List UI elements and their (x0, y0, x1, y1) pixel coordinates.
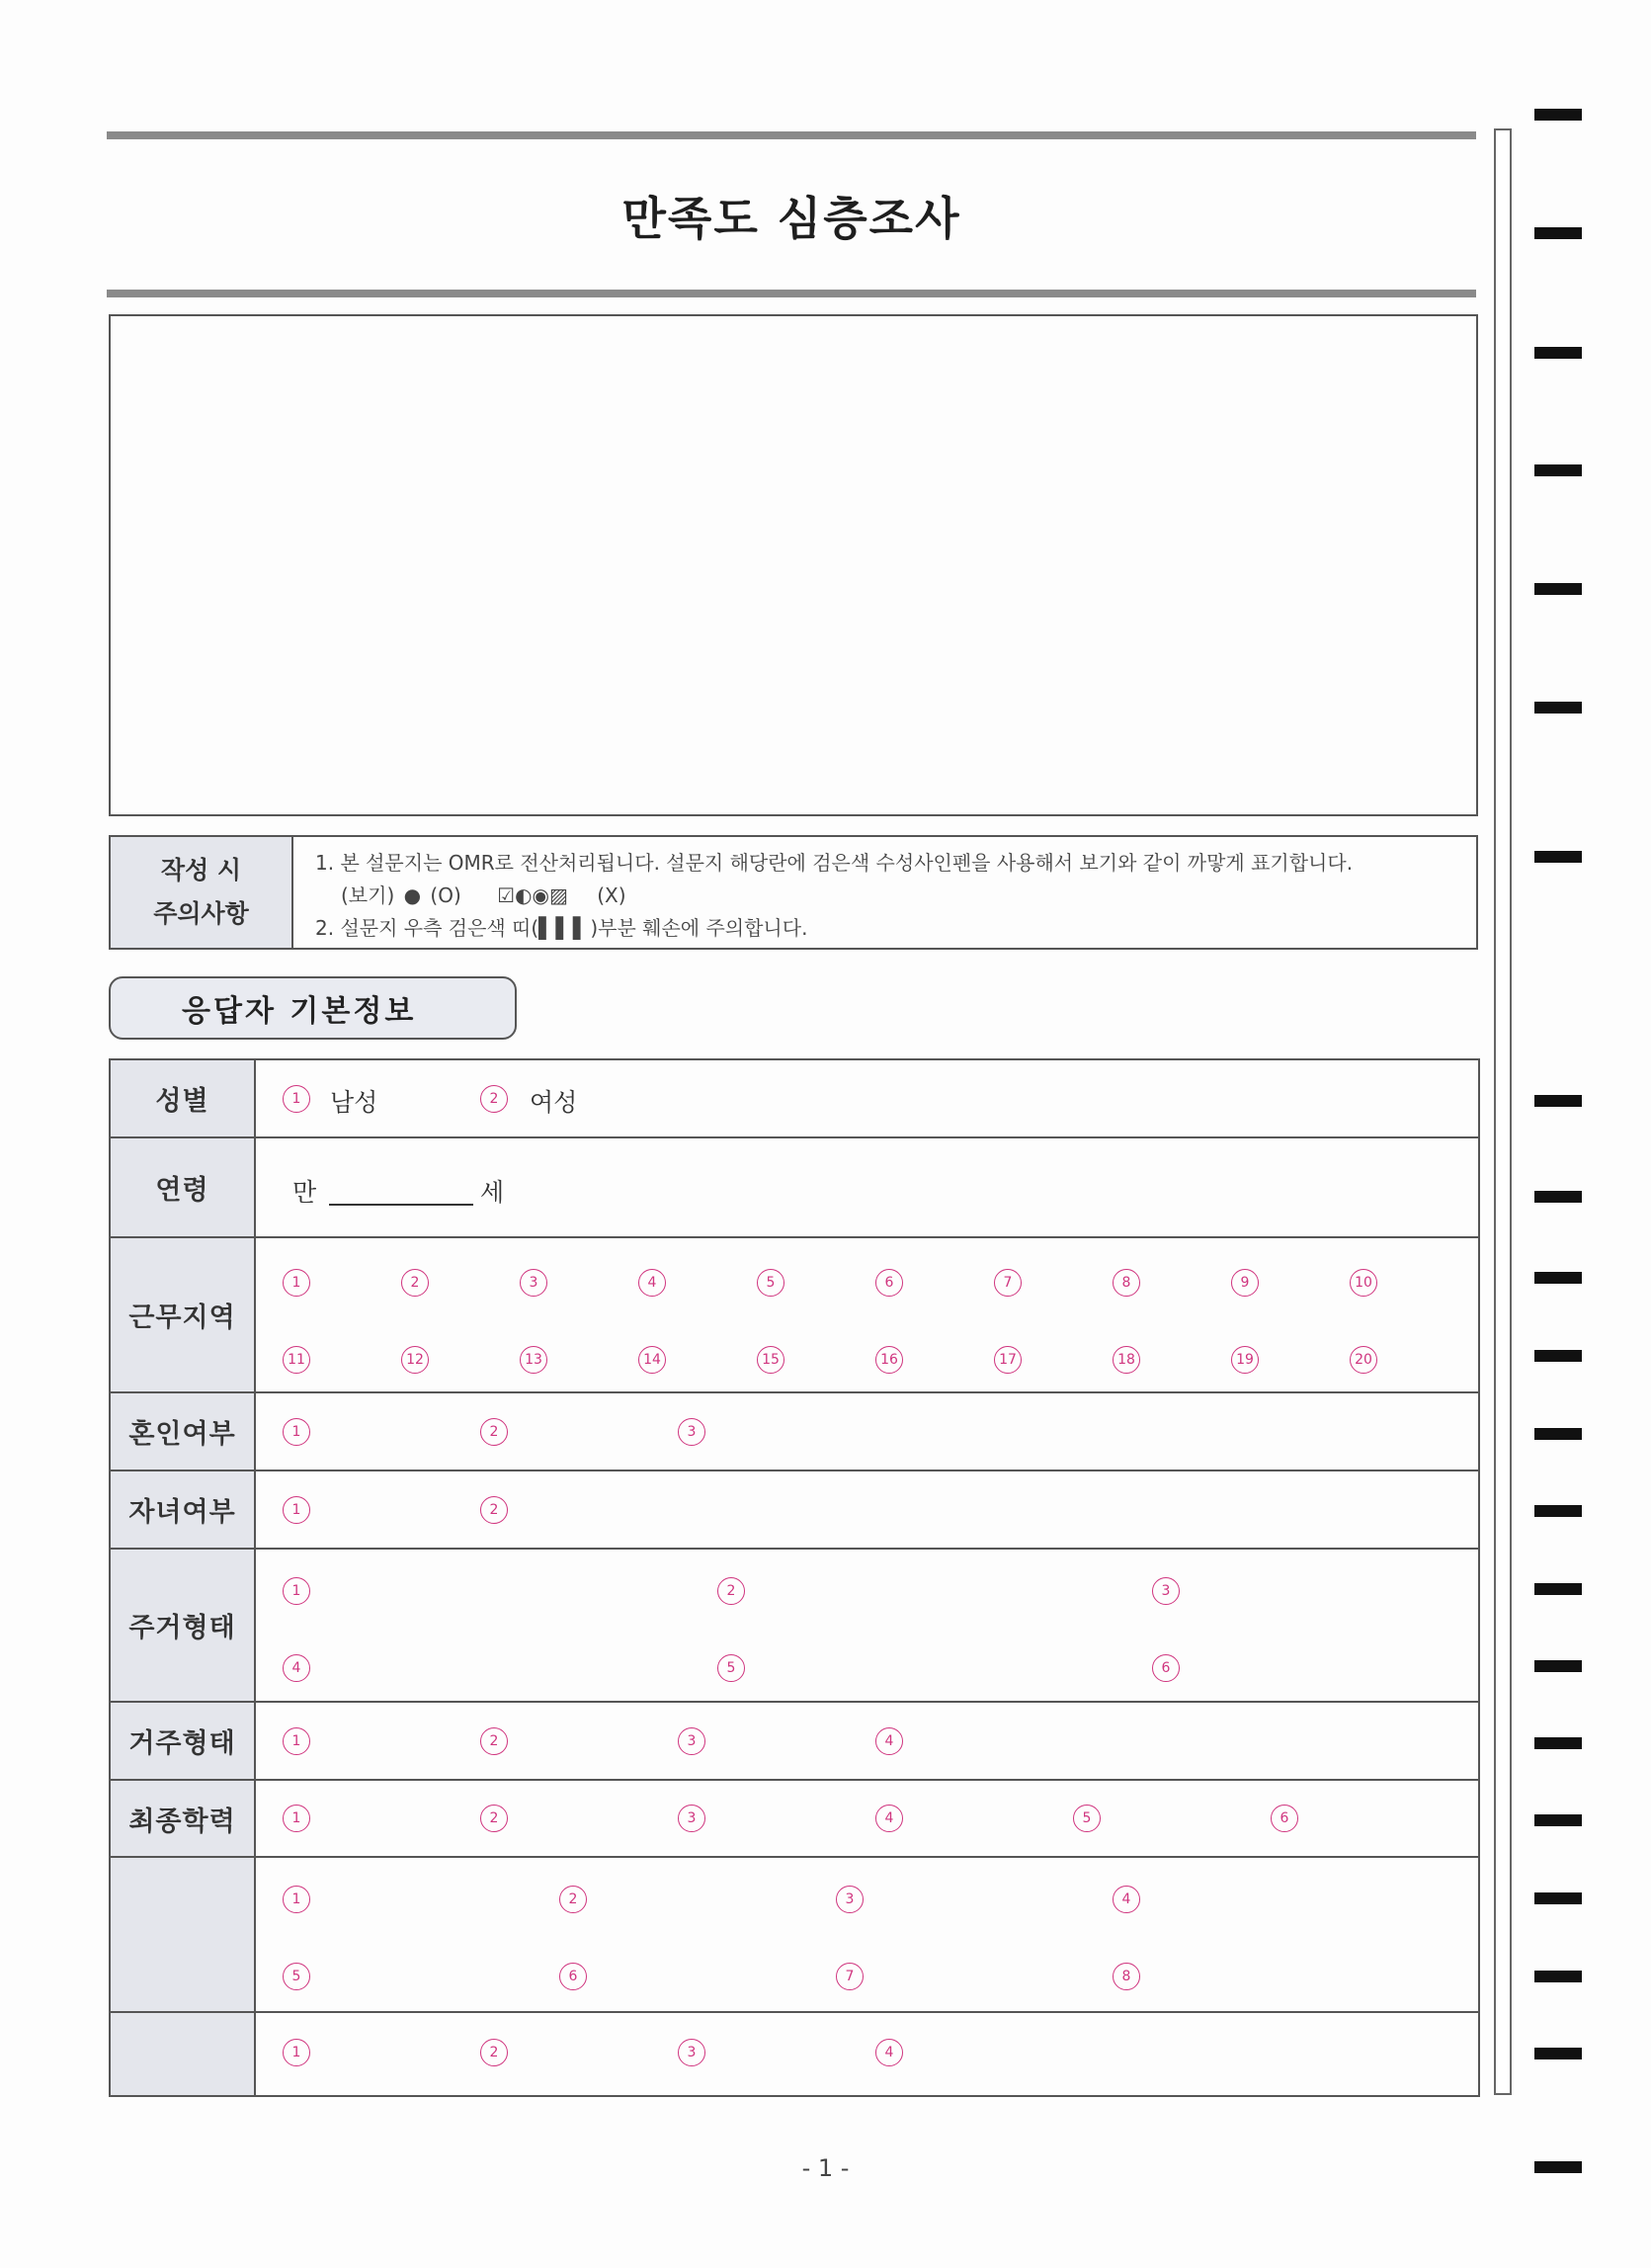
filled-circle-icon: ● (403, 883, 422, 907)
residence-option-2[interactable]: 2 (480, 1727, 508, 1755)
omr-timing-mark (1534, 702, 1582, 714)
gender-option-1-label: 남성 (330, 1088, 378, 1117)
row-head-extra-2 (111, 2013, 256, 2095)
extra1-option-4[interactable]: 4 (1113, 1886, 1140, 1913)
black-band-icon: ▌▌▌ (538, 916, 591, 940)
education-option-3[interactable]: 3 (678, 1805, 705, 1832)
omr-timing-mark (1534, 1737, 1582, 1749)
education-option-1[interactable]: 1 (283, 1805, 310, 1832)
notice-item-2-pre: 2. 설문지 우측 검은색 띠( (315, 916, 539, 940)
example-prefix: (보기) (341, 883, 395, 907)
extra1-option-3[interactable]: 3 (836, 1886, 864, 1913)
notice-item-1: 1. 본 설문지는 OMR로 전산처리됩니다. 설문지 해당란에 검은색 수성사인펜을 사용해서 보기와 같이 까맣게 표기합니다. (315, 851, 1354, 875)
extra1-option-1[interactable]: 1 (283, 1886, 310, 1913)
row-residence-type (111, 1703, 1478, 1781)
page-number: - 1 - (801, 2154, 850, 2182)
intro-box (109, 314, 1478, 816)
row-head-children: 자녀여부 (111, 1471, 256, 1548)
education-option-6[interactable]: 6 (1271, 1805, 1298, 1832)
page-title: 만족도 심층조사 (621, 192, 961, 245)
region-option-4[interactable]: 4 (638, 1269, 666, 1297)
extra2-option-3[interactable]: 3 (678, 2039, 705, 2066)
region-option-20[interactable]: 20 (1350, 1346, 1377, 1374)
bad-marks-icon: ☑◐◉▨ (497, 883, 568, 907)
region-option-11[interactable]: 11 (283, 1346, 310, 1374)
children-option-2[interactable]: 2 (480, 1496, 508, 1524)
housing-option-6[interactable]: 6 (1152, 1654, 1180, 1682)
omr-timing-mark (1534, 227, 1582, 239)
notice-heading (111, 837, 293, 948)
row-gender (111, 1060, 1478, 1138)
omr-timing-mark (1534, 347, 1582, 359)
marriage-option-1[interactable]: 1 (283, 1418, 310, 1446)
region-option-5[interactable]: 5 (757, 1269, 784, 1297)
notice-example (315, 880, 1476, 912)
row-children (111, 1471, 1478, 1550)
region-option-17[interactable]: 17 (994, 1346, 1022, 1374)
omr-timing-mark (1534, 851, 1582, 863)
notice-body (293, 837, 1476, 948)
notice-item-2 (315, 912, 1476, 945)
margin-strip (1494, 128, 1512, 2095)
extra1-option-7[interactable]: 7 (836, 1963, 864, 1990)
omr-timing-mark (1534, 1971, 1582, 1982)
region-option-12[interactable]: 12 (401, 1346, 429, 1374)
region-option-10[interactable]: 10 (1350, 1269, 1377, 1297)
row-head-housing-type: 주거형태 (111, 1550, 256, 1701)
omr-timing-mark (1534, 1428, 1582, 1440)
row-extra-1 (111, 1858, 1478, 2013)
housing-option-4[interactable]: 4 (283, 1654, 310, 1682)
residence-option-3[interactable]: 3 (678, 1727, 705, 1755)
row-age (111, 1138, 1478, 1238)
region-option-1[interactable]: 1 (283, 1269, 310, 1297)
omr-timing-mark (1534, 1350, 1582, 1362)
top-rule (107, 131, 1476, 139)
omr-timing-mark (1534, 1892, 1582, 1904)
omr-timing-mark (1534, 1583, 1582, 1595)
row-head-age: 연령 (111, 1138, 256, 1236)
row-head-marriage: 혼인여부 (111, 1393, 256, 1470)
region-option-2[interactable]: 2 (401, 1269, 429, 1297)
row-education (111, 1781, 1478, 1858)
marriage-option-2[interactable]: 2 (480, 1418, 508, 1446)
region-option-14[interactable]: 14 (638, 1346, 666, 1374)
education-option-2[interactable]: 2 (480, 1805, 508, 1832)
gender-option-2[interactable]: 2 (480, 1085, 508, 1113)
extra1-option-6[interactable]: 6 (559, 1963, 587, 1990)
row-region (111, 1238, 1478, 1393)
omr-timing-mark (1534, 464, 1582, 476)
housing-option-1[interactable]: 1 (283, 1577, 310, 1605)
region-option-3[interactable]: 3 (520, 1269, 547, 1297)
row-marriage (111, 1393, 1478, 1471)
residence-option-4[interactable]: 4 (875, 1727, 903, 1755)
example-ok: (O) (430, 883, 461, 907)
region-option-6[interactable]: 6 (875, 1269, 903, 1297)
education-option-4[interactable]: 4 (875, 1805, 903, 1832)
notice-item-2-post: )부분 훼손에 주의합니다. (590, 916, 808, 940)
omr-timing-mark (1534, 109, 1582, 121)
row-head-region: 근무지역 (111, 1238, 256, 1391)
age-prefix: 만 (292, 1178, 317, 1207)
region-option-8[interactable]: 8 (1113, 1269, 1140, 1297)
housing-option-3[interactable]: 3 (1152, 1577, 1180, 1605)
title-bottom-rule (107, 290, 1476, 297)
children-option-1[interactable]: 1 (283, 1496, 310, 1524)
age-suffix: 세 (480, 1178, 505, 1207)
age-input-line[interactable] (329, 1204, 473, 1206)
notice-heading-line2: 주의사항 (153, 899, 249, 928)
notice-box (109, 835, 1478, 950)
example-ng: (X) (597, 883, 626, 907)
row-housing-type (111, 1550, 1478, 1703)
region-option-9[interactable]: 9 (1231, 1269, 1259, 1297)
extra1-option-8[interactable]: 8 (1113, 1963, 1140, 1990)
respondent-info-table (109, 1058, 1480, 2097)
region-option-19[interactable]: 19 (1231, 1346, 1259, 1374)
region-option-13[interactable]: 13 (520, 1346, 547, 1374)
omr-timing-mark (1534, 583, 1582, 595)
extra2-option-1[interactable]: 1 (283, 2039, 310, 2066)
omr-timing-mark (1534, 1191, 1582, 1203)
marriage-option-3[interactable]: 3 (678, 1418, 705, 1446)
omr-timing-mark (1534, 1814, 1582, 1826)
omr-timing-mark (1534, 1095, 1582, 1107)
housing-option-2[interactable]: 2 (717, 1577, 745, 1605)
extra1-option-5[interactable]: 5 (283, 1963, 310, 1990)
omr-timing-mark (1534, 1272, 1582, 1284)
row-head-residence-type: 거주형태 (111, 1703, 256, 1779)
extra2-option-4[interactable]: 4 (875, 2039, 903, 2066)
housing-option-5[interactable]: 5 (717, 1654, 745, 1682)
region-option-7[interactable]: 7 (994, 1269, 1022, 1297)
section-title: 응답자 기본정보 (109, 976, 517, 1040)
omr-timing-mark (1534, 2048, 1582, 2059)
extra2-option-2[interactable]: 2 (480, 2039, 508, 2066)
region-option-16[interactable]: 16 (875, 1346, 903, 1374)
region-option-15[interactable]: 15 (757, 1346, 784, 1374)
row-head-extra-1 (111, 1858, 256, 2011)
residence-option-1[interactable]: 1 (283, 1727, 310, 1755)
education-option-5[interactable]: 5 (1073, 1805, 1101, 1832)
gender-option-1[interactable]: 1 (283, 1085, 310, 1113)
row-head-education: 최종학력 (111, 1781, 256, 1856)
notice-heading-line1: 작성 시 (160, 856, 242, 884)
gender-option-2-label: 여성 (530, 1088, 578, 1117)
row-head-gender: 성별 (111, 1060, 256, 1136)
row-extra-2 (111, 2013, 1478, 2095)
omr-timing-mark (1534, 1505, 1582, 1517)
extra1-option-2[interactable]: 2 (559, 1886, 587, 1913)
region-option-18[interactable]: 18 (1113, 1346, 1140, 1374)
omr-timing-mark (1534, 1660, 1582, 1672)
